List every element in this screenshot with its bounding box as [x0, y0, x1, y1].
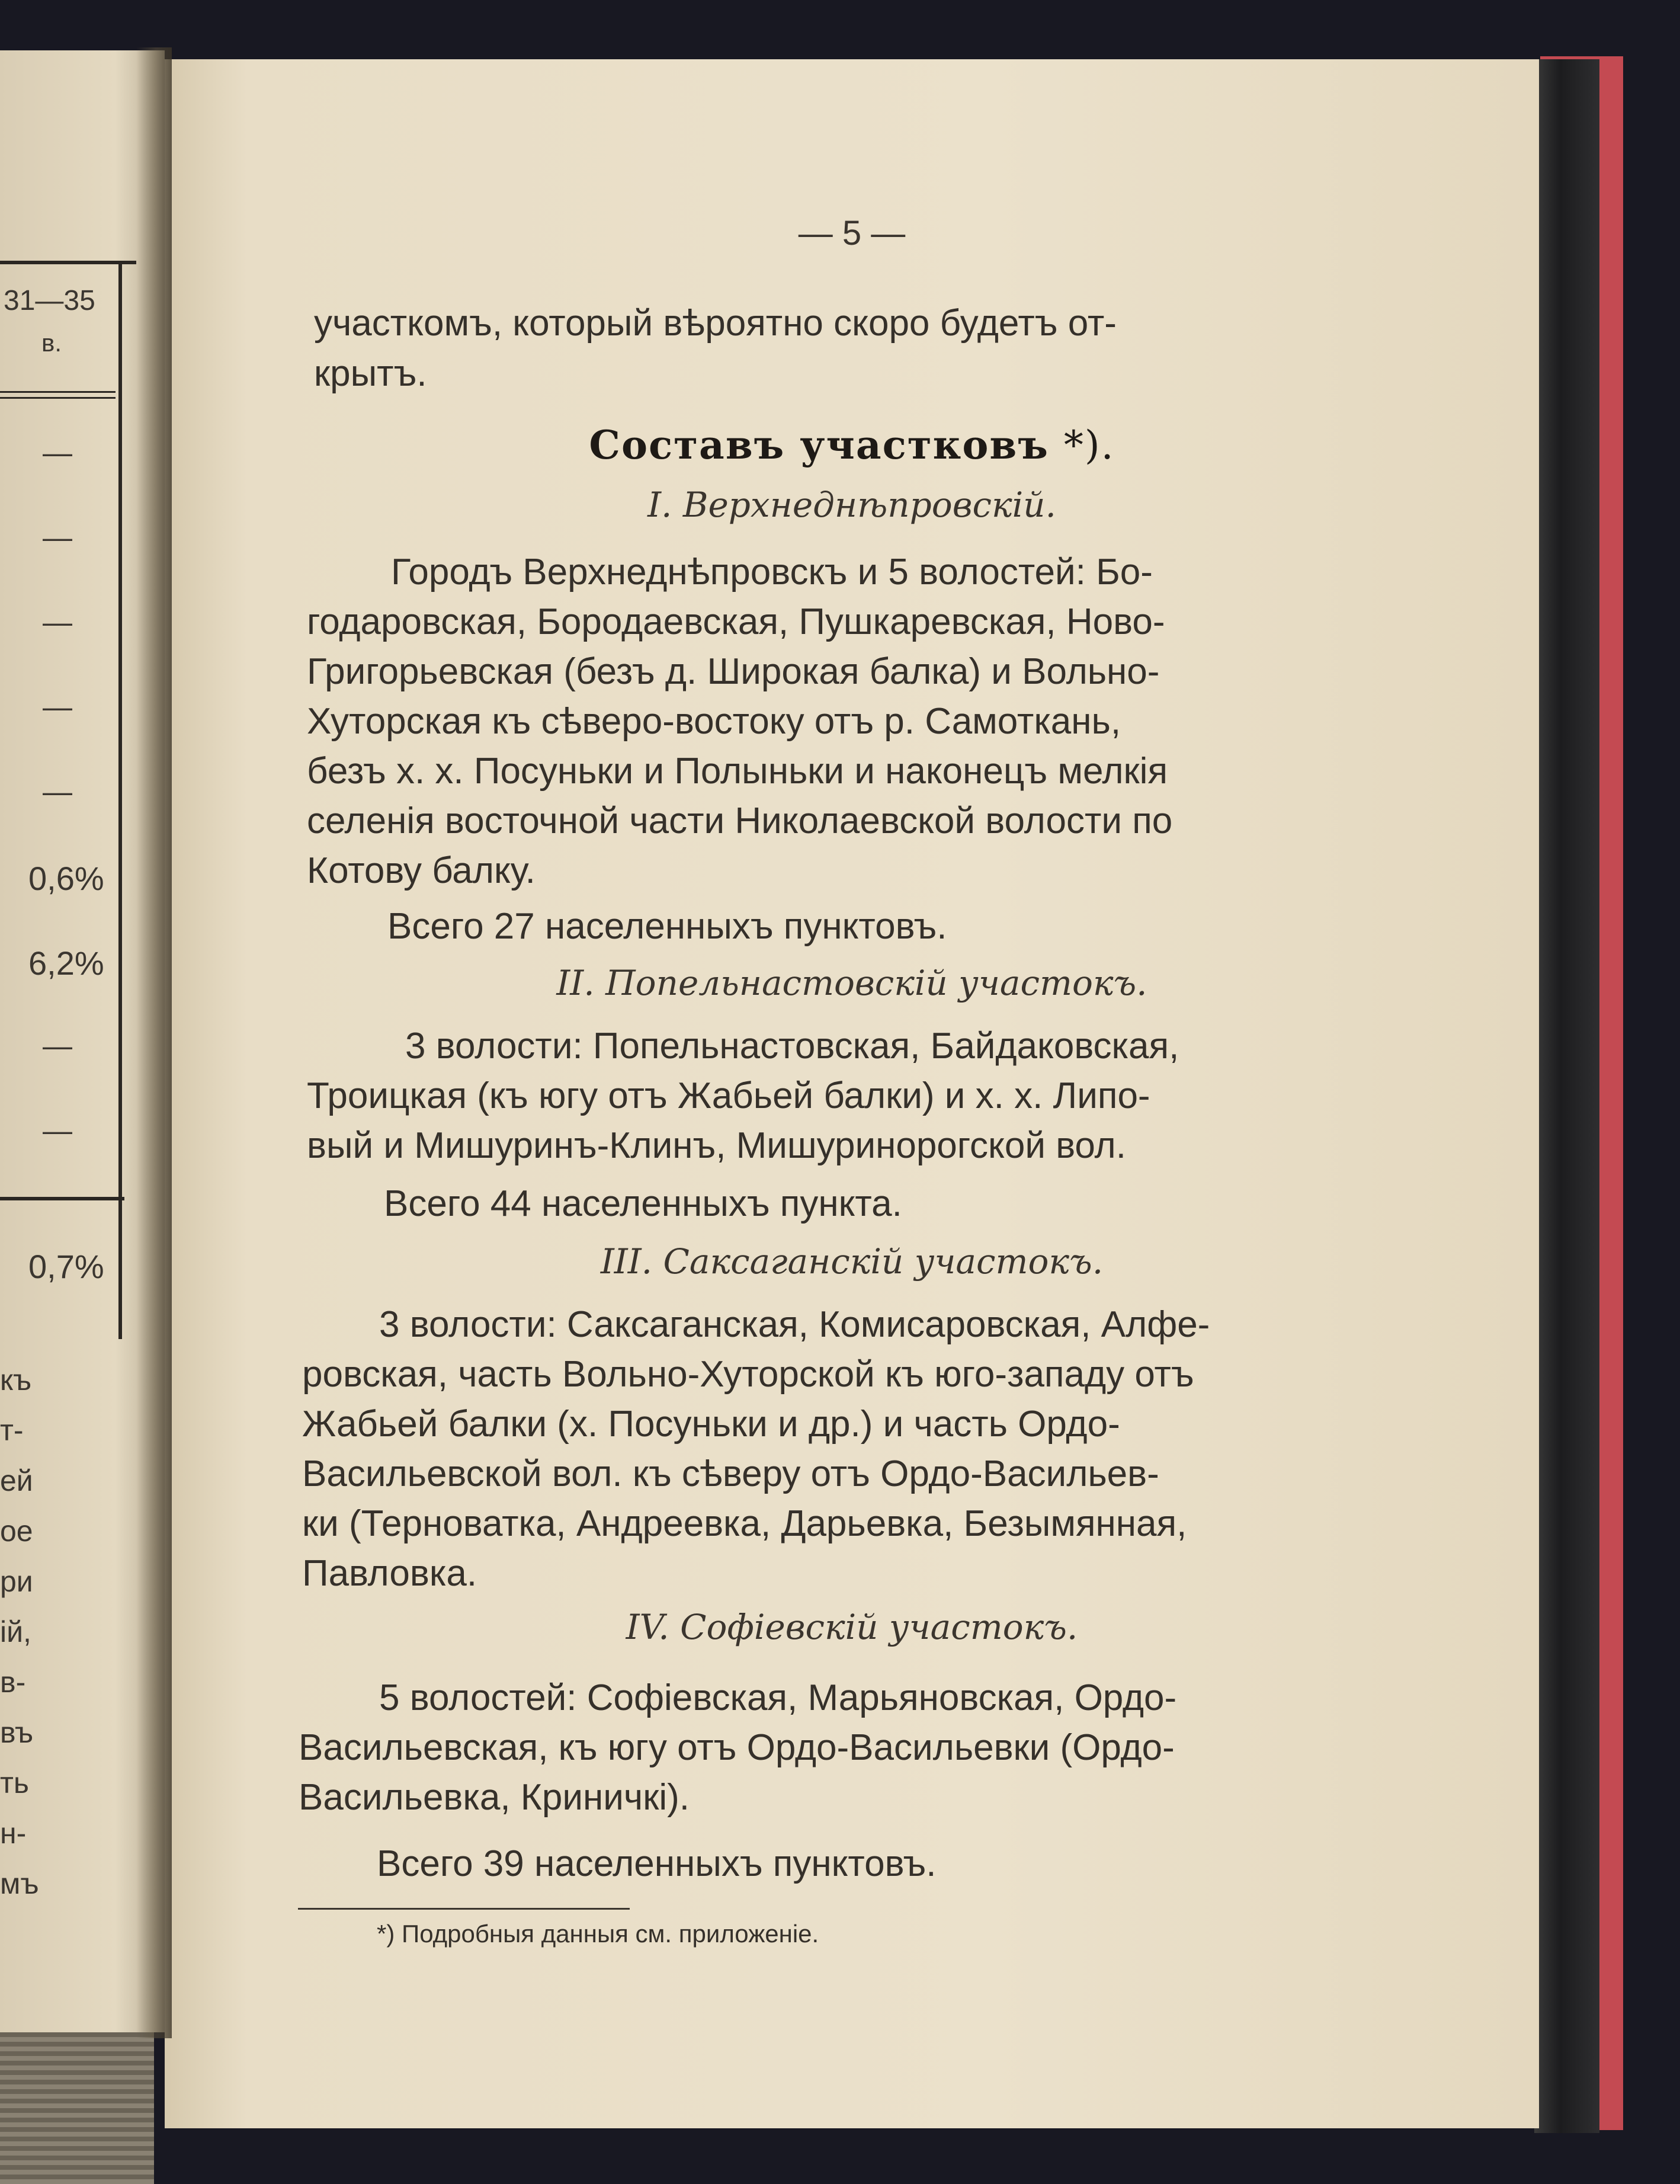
text-line: селенія восточной части Николаевской волости по: [307, 800, 1173, 841]
table-cell: —: [43, 775, 72, 808]
table-cell: 0,6%: [28, 860, 104, 897]
line-fragment: в-: [0, 1666, 26, 1699]
table-cell: —: [43, 1114, 72, 1147]
section-heading: III. Саксаганскій участокъ.: [600, 1241, 1104, 1282]
text-line: 3 волости: Попельнастовская, Байдаковская,: [405, 1026, 1179, 1067]
table-cell: —: [43, 690, 72, 723]
text-line: участкомъ, который вѣроятно скоро будетъ от-: [314, 303, 1117, 344]
section-heading: II. Попельнастовскій участокъ.: [556, 963, 1147, 1003]
page-number: — 5 —: [798, 214, 906, 252]
table-column-rule: [118, 261, 122, 1339]
line-fragment: ое: [0, 1514, 33, 1548]
line-fragment: мъ: [0, 1867, 39, 1900]
line-fragment: ій,: [0, 1615, 31, 1648]
table-cell: —: [43, 436, 72, 469]
text-line: Городъ Верхнеднѣпровскъ и 5 волостей: Бо-: [391, 552, 1153, 593]
line-fragment: ри: [0, 1565, 33, 1598]
text-line: 5 волостей: Софіевская, Марьяновская, Ордо-: [379, 1677, 1177, 1718]
book-gutter: [136, 47, 172, 2038]
section-title-text: Составъ участковъ: [589, 422, 1049, 468]
table-cell: 6,2%: [28, 944, 104, 982]
section-title: [165, 422, 1539, 468]
line-fragment: н-: [0, 1817, 27, 1850]
header-double-rule: [0, 391, 116, 393]
footnote: *) Подробныя данныя см. приложеніе.: [377, 1920, 819, 1948]
text-line: вый и Мишуринъ-Клинъ, Мишуринорогской вол.: [307, 1125, 1126, 1166]
table-cell: —: [43, 606, 72, 639]
text-line: Васильевка, Криничкi).: [299, 1777, 690, 1818]
text-line: годаровская, Бородаевская, Пушкаревская, Ново-: [307, 601, 1165, 642]
table-total-rule: [0, 1197, 124, 1200]
text-line: 3 волости: Саксаганская, Комисаровская, Алфе-: [379, 1304, 1210, 1345]
text-line: Васильевской вол. къ сѣверу отъ Ордо-Васильев-: [302, 1453, 1159, 1494]
total-line: Всего 44 населенныхъ пункта.: [384, 1183, 902, 1224]
text-line: Котову балку.: [307, 850, 536, 891]
page-stack-edge: [0, 2032, 154, 2184]
column-subheader: в.: [41, 329, 62, 357]
text-line: крытъ.: [314, 353, 427, 394]
text-line: Григорьевская (безъ д. Широкая балка) и Вольно-: [307, 651, 1160, 692]
text-line: Троицкая (къ югу отъ Жабьей балки) и х. х. Липо-: [307, 1075, 1150, 1116]
line-fragment: ть: [0, 1766, 29, 1799]
section-heading: I. Верхнеднѣпровскій.: [647, 485, 1056, 525]
table-cell: —: [43, 521, 72, 554]
footnote-marker: *).: [1063, 422, 1115, 468]
table-cell: 0,7%: [28, 1248, 104, 1285]
book-page: [165, 59, 1539, 2128]
text-line: ки (Терноватка, Андреевка, Дарьевка, Безымянная,: [302, 1503, 1187, 1544]
line-fragment: въ: [0, 1716, 34, 1749]
column-header: 31—35: [4, 285, 95, 316]
text-line: безъ х. х. Посуньки и Полыньки и наконецъ мелкія: [307, 751, 1168, 792]
line-fragment: т-: [0, 1414, 24, 1447]
text-line: Васильевская, къ югу отъ Ордо-Васильевки (Ордо-: [299, 1727, 1175, 1768]
total-line: Всего 39 населенныхъ пунктовъ.: [377, 1843, 937, 1884]
table-cell: —: [43, 1029, 72, 1062]
total-line: Всего 27 населенныхъ пунктовъ.: [387, 906, 947, 947]
table-top-rule: [0, 261, 136, 264]
line-fragment: ей: [0, 1464, 33, 1497]
section-heading: IV. Софіевскій участокъ.: [626, 1607, 1078, 1647]
footnote-rule: [298, 1908, 630, 1910]
text-line: Жабьей балки (х. Посуньки и др.) и часть Ордо-: [302, 1404, 1120, 1445]
text-line: Хуторская къ сѣверо-востоку отъ р. Самоткань,: [307, 701, 1121, 742]
page-block-edge: [1534, 59, 1599, 2133]
text-line: ровская, часть Вольно-Хуторской къ юго-западу отъ: [302, 1354, 1194, 1395]
text-line: Павловка.: [302, 1553, 477, 1594]
line-fragment: къ: [0, 1363, 32, 1397]
